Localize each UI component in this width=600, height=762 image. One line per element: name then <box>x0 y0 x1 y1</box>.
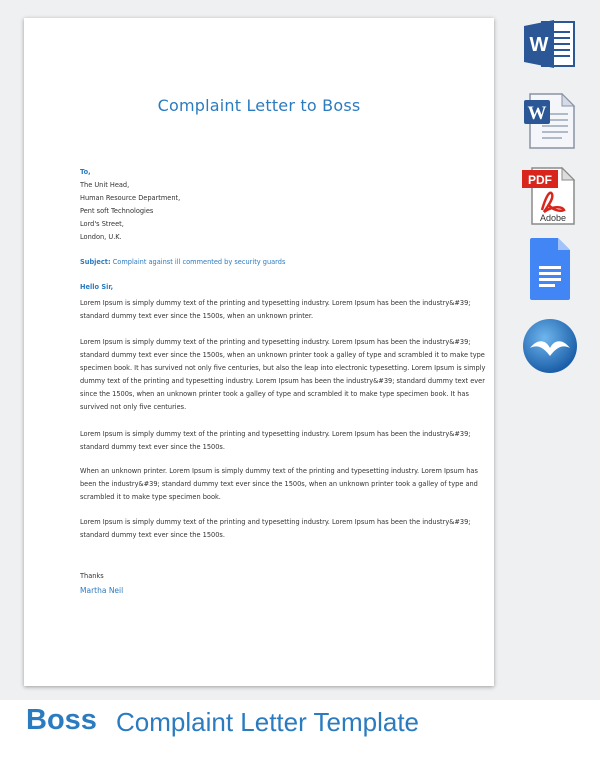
footer-banner <box>0 700 600 762</box>
paragraph-line: standard dummy text ever since the 1500s. <box>80 443 225 451</box>
paragraph-3 <box>80 428 471 454</box>
paragraph-line: When an unknown printer. Lorem Ipsum is simply dummy text of the printing and typesetting industry. Lorem Ipsum has <box>80 467 478 475</box>
address-line: London, U.K. <box>80 233 122 241</box>
greeting: Hello Sir, <box>80 283 114 291</box>
address-line: Lord's Street, <box>80 220 124 228</box>
pdf-label: PDF <box>528 173 552 187</box>
address-line: Human Resource Department, <box>80 194 181 202</box>
paragraph-line: been the industry&#39; standard dummy text ever since the 1500s, when an unknown printer took a galley of type and <box>80 480 478 488</box>
paragraph-line: standard dummy text ever since the 1500s, when an unknown printer. <box>80 312 314 320</box>
paragraph-line: dummy text of the printing and typesetting industry. Lorem Ipsum has been the industry&#39; standard dummy text ever <box>80 377 485 385</box>
footer-title-bold: Boss <box>26 704 97 736</box>
word-letter: W <box>529 34 549 56</box>
paragraph-5 <box>80 516 471 542</box>
paragraph-line: Lorem Ipsum is simply dummy text of the printing and typesetting industry. Lorem Ipsum has been the industry&#39; <box>80 430 471 438</box>
paragraph-line: Lorem Ipsum is simply dummy text of the printing and typesetting industry. Lorem Ipsum has been the industry&#39; <box>80 299 471 307</box>
subject-line <box>80 256 440 269</box>
address-line: Pent soft Technologies <box>80 207 154 215</box>
to-label: To, <box>80 168 91 176</box>
google-docs-icon[interactable] <box>528 236 572 302</box>
adobe-label: Adobe <box>539 213 567 223</box>
paragraph-line: scrambled it to make type specimen book. <box>80 493 221 501</box>
paragraph-4 <box>80 465 478 504</box>
paragraph-line: survived not only five centuries. <box>80 403 187 411</box>
subject-label: Subject: <box>80 258 111 266</box>
subject-text: Complaint against ill commented by security guards <box>112 258 286 266</box>
address-block <box>80 166 440 244</box>
paragraph-line: specimen book. It has survived not only five centuries, but also the leap into electronic typesetting. Lorem Ipsum is simply <box>80 364 486 372</box>
letter-page <box>24 18 494 686</box>
footer-title: Complaint Letter Template <box>116 707 420 737</box>
letter-title: Complaint Letter to Boss <box>157 96 361 115</box>
word-letter: W <box>527 103 547 124</box>
word-docx-icon[interactable] <box>522 18 578 70</box>
paragraph-1 <box>80 297 471 323</box>
paragraph-line: Lorem Ipsum is simply dummy text of the printing and typesetting industry. Lorem Ipsum has been the industry&#39; <box>80 338 471 346</box>
paragraph-2 <box>80 336 486 414</box>
openoffice-icon[interactable] <box>520 318 580 374</box>
address-line: The Unit Head, <box>80 181 130 189</box>
paragraph-line: standard dummy text ever since the 1500s. <box>80 531 225 539</box>
signature: Martha Neil <box>80 586 124 595</box>
closing: Thanks <box>80 572 104 580</box>
paragraph-line: since the 1500s, when an unknown printer took a galley of type and scrambled it to make type specimen book. It has <box>80 390 469 398</box>
word-doc-icon[interactable] <box>522 92 578 150</box>
paragraph-line: Lorem Ipsum is simply dummy text of the printing and typesetting industry. Lorem Ipsum has been the industry&#39; <box>80 518 471 526</box>
download-icons <box>518 0 582 700</box>
paragraph-line: standard dummy text ever since the 1500s, when an unknown printer took a galley of type and scrambled it to make type <box>80 351 485 359</box>
pdf-icon[interactable] <box>522 166 578 226</box>
